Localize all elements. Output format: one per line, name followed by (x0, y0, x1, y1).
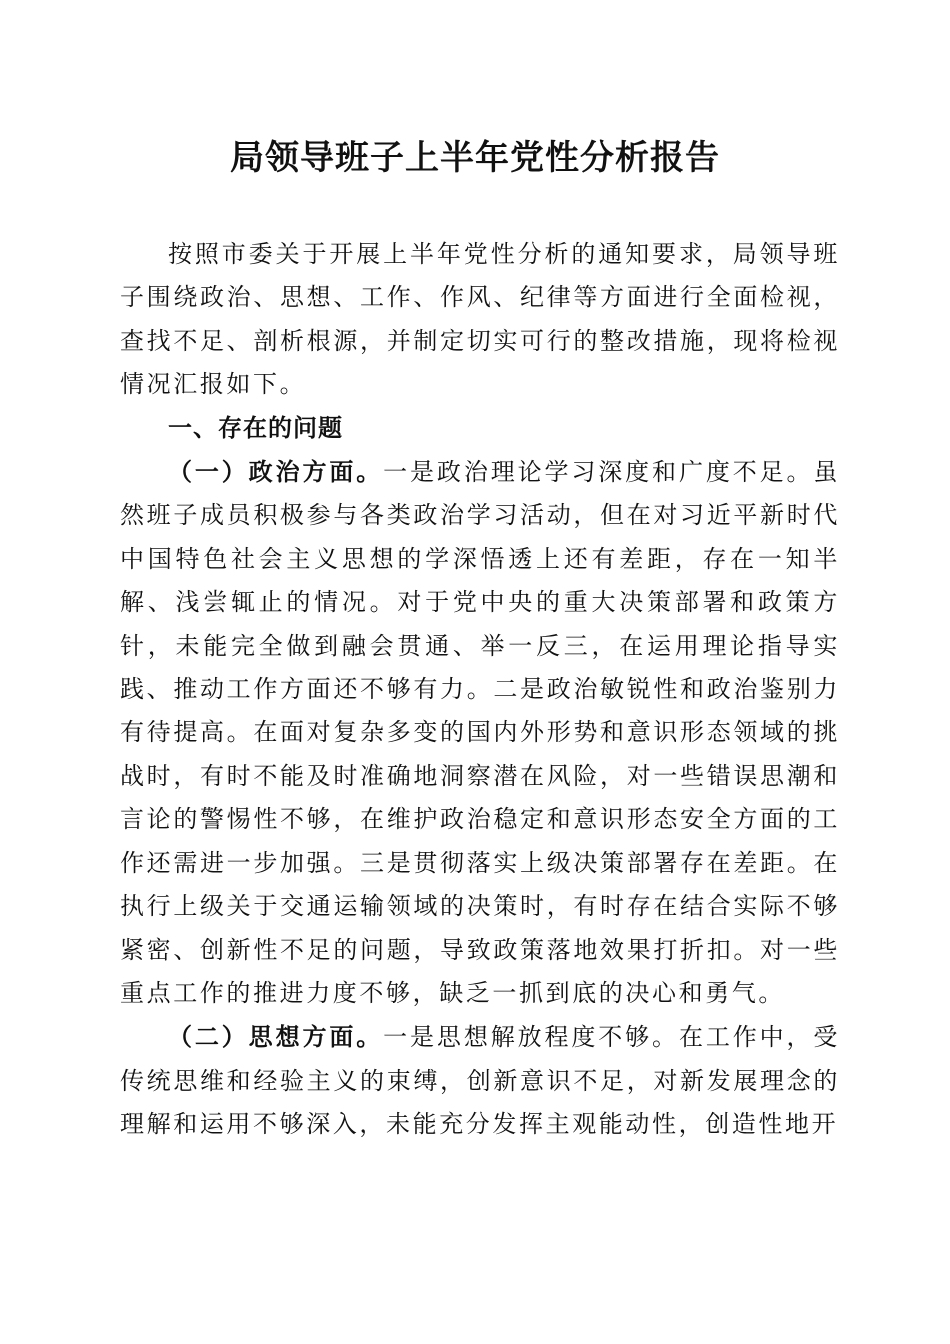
ideological-aspect-lead: （二）思想方面。 (168, 1022, 384, 1052)
section-heading-problems: 一、存在的问题 (168, 413, 343, 442)
ideological-aspect-text: 一是思想解放程度不够。在工作中，受传统思维和经验主义的束缚，创新意识不足，对新发展理念的理解和运用不够深入，未能充分发挥主观能动性，创造性地开 (120, 1023, 840, 1139)
political-aspect-text: 一是政治理论学习深度和广度不足。虽然班子成员积极参与各类政治学习活动，但在对习近平新时代中国特色社会主义思想的学深悟透上还有差距，存在一知半解、浅尝辄止的情况。对于党中央的重大决策部署和政策方针，未能完全做到融会贯通、举一反三，在运用理论指导实践、推动工作方面还不够有力。二是政治敏锐性和政治鉴别力有待提高。在面对复杂多变的国内外形势和意识形态领域的挑战时，有时不能及时准确地洞察潜在风险，对一些错误思潮和言论的警惕性不够，在维护政治稳定和意识形态安全方面的工作还需进一步加强。三是贯彻落实上级决策部署存在差距。在执行上级关于交通运输领域的决策时，有时存在结合实际不够紧密、创新性不足的问题，导致政策落地效果打折扣。对一些重点工作的推进力度不够，缺乏一抓到底的决心和勇气。 (120, 458, 840, 1007)
political-aspect-paragraph (120, 450, 840, 1015)
document-body (120, 233, 840, 1147)
document-title: 局领导班子上半年党性分析报告 (230, 138, 720, 178)
intro-paragraph: 按照市委关于开展上半年党性分析的通知要求，局领导班子围绕政治、思想、工作、作风、纪律等方面进行全面检视，查找不足、剖析根源，并制定切实可行的整改措施，现将检视情况汇报如下。 (120, 240, 840, 399)
ideological-aspect-paragraph (120, 1015, 840, 1146)
political-aspect-lead: （一）政治方面。 (168, 457, 384, 487)
